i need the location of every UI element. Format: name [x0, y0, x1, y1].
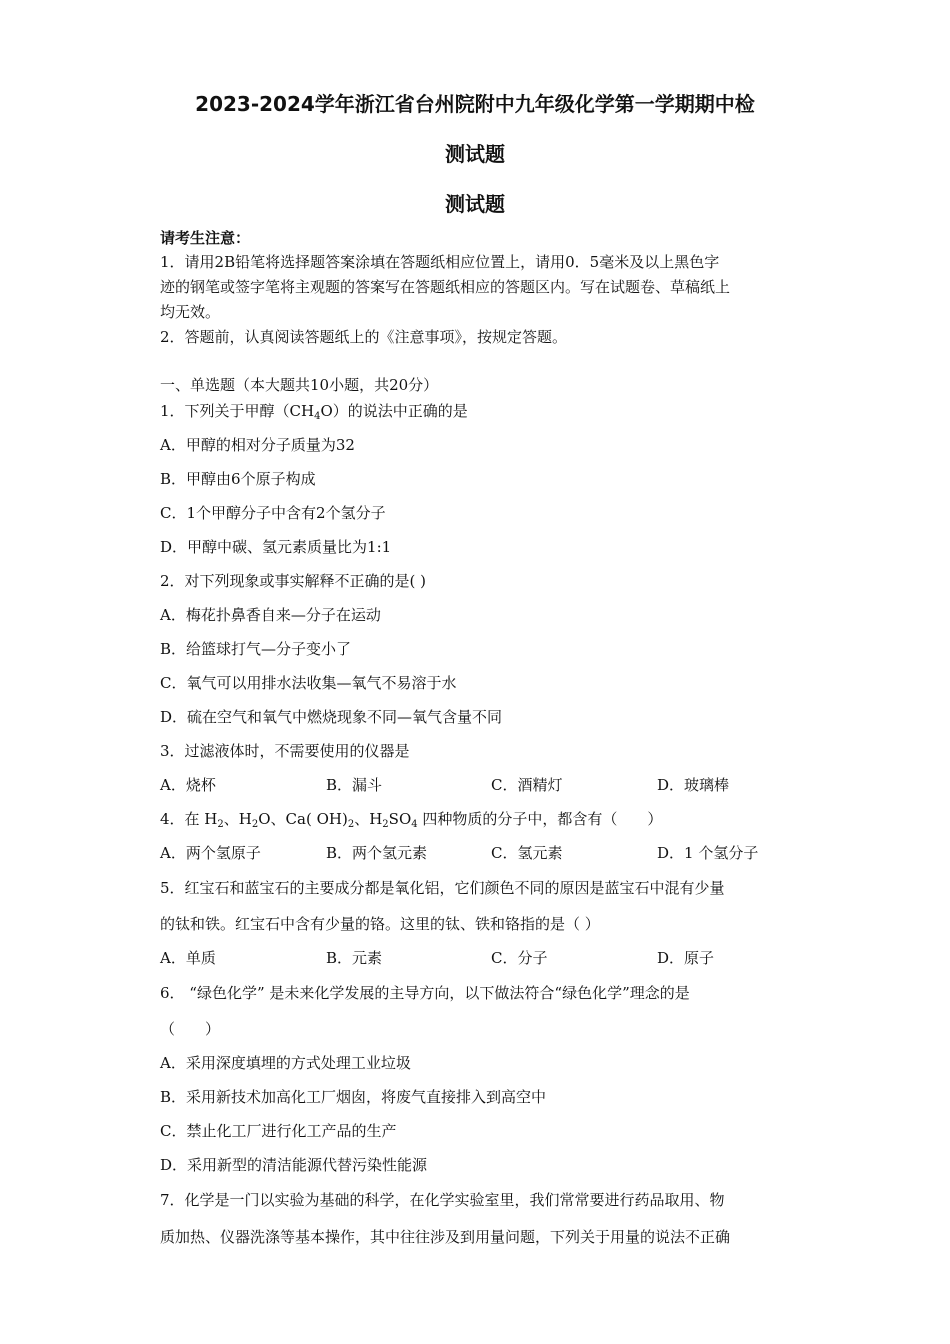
- question-4-stem-part-4: 、H: [354, 810, 383, 828]
- question-5-stem-line-1: 5．红宝石和蓝宝石的主要成分都是氧化铝，它们颜色不同的原因是蓝宝石中混有少量: [160, 879, 725, 897]
- question-4-subscript-1: 2: [217, 819, 224, 830]
- question-6-stem-line-1: 6． “绿色化学” 是未来化学发展的主导方向，以下做法符合“绿色化学”理念的是: [160, 984, 690, 1002]
- question-1-stem-part-b: O）的说法中正确的是: [320, 402, 468, 420]
- question-4-option-b: B．两个氢元素: [326, 844, 428, 862]
- question-1-option-d: D．甲醇中碳、氢元素质量比为1:1: [160, 538, 392, 556]
- question-1-stem-part-a: 1．下列关于甲醇（CH: [160, 402, 315, 420]
- question-5-option-b: B．元素: [326, 949, 383, 967]
- question-3-option-b: B．漏斗: [326, 776, 383, 794]
- notice-item-1-line-2: 迹的钢笔或签字笔将主观题的答案写在答题纸相应的答题区内。写在试题卷、草稿纸上: [160, 278, 731, 296]
- question-1-option-b: B．甲醇由6个原子构成: [160, 470, 316, 488]
- question-2-option-b: B．给篮球打气—分子变小了: [160, 640, 352, 658]
- question-2-option-c: C．氧气可以用排水法收集—氧气不易溶于水: [160, 674, 457, 692]
- question-4-stem-part-6: 四种物质的分子中，都含有（ ）: [417, 810, 663, 828]
- question-6-option-a: A．采用深度填埋的方式处理工业垃圾: [160, 1054, 411, 1072]
- page-title-line-1: 2023-2024学年浙江省台州院附中九年级化学第一学期期中检: [195, 92, 755, 116]
- question-1-stem: [160, 401, 468, 421]
- question-5-option-c: C．分子: [491, 949, 548, 967]
- question-2-option-d: D．硫在空气和氧气中燃烧现象不同—氧气含量不同: [160, 708, 503, 726]
- question-6-option-b: B．采用新技术加高化工厂烟囱，将废气直接排入到高空中: [160, 1088, 547, 1106]
- question-7-stem-line-1: 7．化学是一门以实验为基础的科学，在化学实验室里，我们常常要进行药品取用、物: [160, 1191, 725, 1209]
- question-5-stem-line-2: 的钛和铁。红宝石中含有少量的铬。这里的钛、铁和铬指的是（ ）: [160, 915, 600, 933]
- question-4-stem-part-1: 4．在 H: [160, 810, 218, 828]
- question-4-subscript-2: 2: [251, 819, 259, 830]
- page-title-line-3: 测试题: [445, 192, 505, 216]
- question-3-option-d: D．玻璃棒: [657, 776, 730, 794]
- question-5-option-a: A．单质: [160, 949, 216, 967]
- notice-item-1-line-3: 均无效。: [160, 303, 221, 321]
- question-4-stem-part-3: O、Ca( OH): [258, 810, 348, 828]
- notice-item-2: 2．答题前，认真阅读答题纸上的《注意事项》，按规定答题。: [160, 328, 568, 346]
- question-7-stem-line-2: 质加热、仪器洗涤等基本操作，其中往往涉及到用量问题，下列关于用量的说法不正确: [160, 1228, 731, 1246]
- question-4-option-c: C．氢元素: [491, 844, 563, 862]
- question-6-option-c: C．禁止化工厂进行化工产品的生产: [160, 1122, 397, 1140]
- question-2-stem: 2．对下列现象或事实解释不正确的是( ): [160, 572, 427, 590]
- question-6-option-d: D．采用新型的清洁能源代替污染性能源: [160, 1156, 428, 1174]
- question-2-option-a: A．梅花扑鼻香自来—分子在运动: [160, 606, 381, 624]
- question-3-option-a: A．烧杯: [160, 776, 216, 794]
- question-4-stem: [160, 809, 662, 829]
- question-4-subscript-3: 2: [347, 819, 355, 830]
- question-4-stem-part-5: SO: [388, 810, 412, 828]
- question-4-subscript-4: 2: [382, 819, 389, 830]
- question-4-option-a: A．两个氢原子: [160, 844, 261, 862]
- notice-item-1-line-1: 1．请用2B铅笔将选择题答案涂填在答题纸相应位置上，请用0．5毫米及以上黑色字: [160, 253, 720, 271]
- notice-heading: 请考生注意：: [160, 229, 251, 247]
- question-1-stem-subscript: 4: [314, 411, 321, 422]
- question-1-option-c: C．1个甲醇分子中含有2个氢分子: [160, 504, 386, 522]
- question-4-subscript-5: 4: [411, 819, 418, 830]
- question-6-stem-line-2: （ ）: [160, 1020, 221, 1038]
- section-heading: 一、单选题（本大题共10小题，共20分）: [160, 376, 439, 394]
- question-3-stem: 3．过滤液体时，不需要使用的仪器是: [160, 742, 410, 760]
- question-4-option-d: D．1 个氢分子: [657, 844, 759, 862]
- question-5-option-d: D．原子: [657, 949, 715, 967]
- page-title-line-2: 测试题: [445, 142, 505, 166]
- question-3-option-c: C．酒精灯: [491, 776, 563, 794]
- question-1-option-a: A．甲醇的相对分子质量为32: [160, 436, 355, 454]
- question-4-stem-part-2: 、H: [223, 810, 252, 828]
